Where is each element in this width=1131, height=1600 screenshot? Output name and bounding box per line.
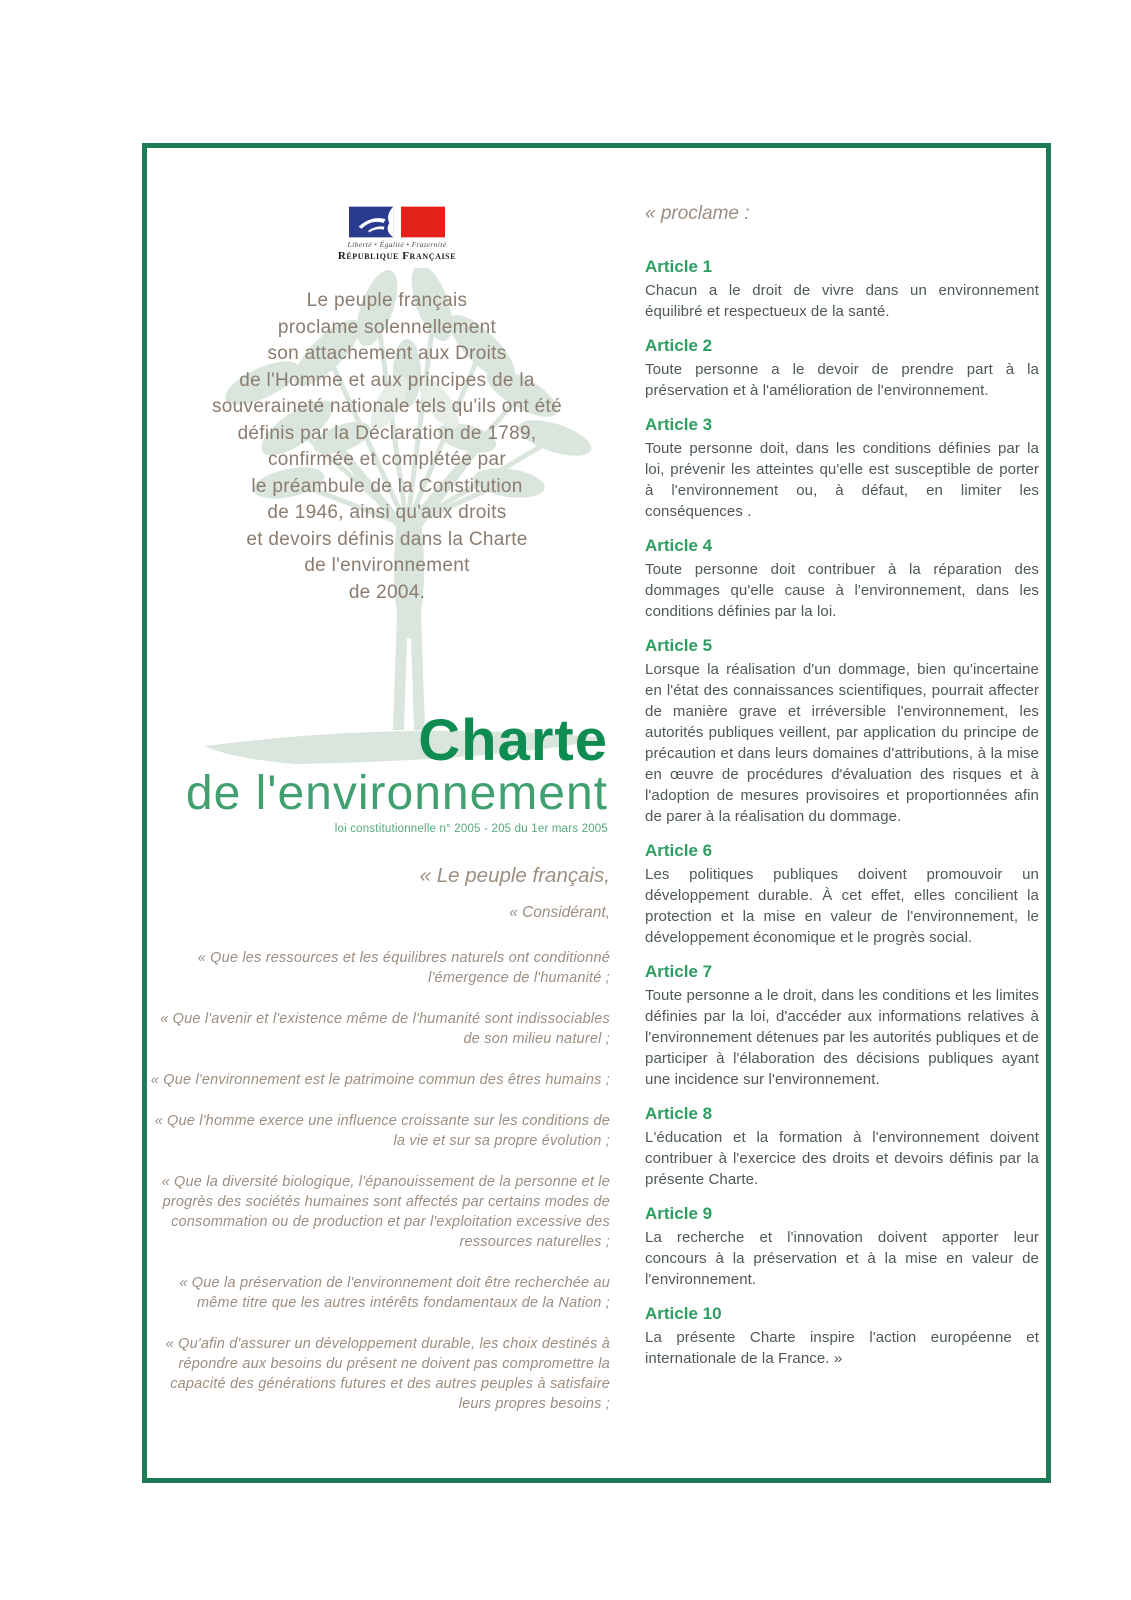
article-3 [645, 415, 1039, 522]
article-2 [645, 336, 1039, 401]
green-border-frame [142, 143, 1051, 1483]
article-heading: Article 10 [645, 1304, 722, 1323]
considerant-quote: « Que l'environnement est le patrimoine commun des êtres humains ; [150, 1072, 610, 1088]
article-body: La recherche et l'innovation doivent apporter leur concours à la préservation et à la mise en valeur de l'environnement. [645, 1229, 1039, 1288]
article-8 [645, 1104, 1039, 1190]
article-heading: Article 1 [645, 257, 713, 276]
article-body: La présente Charte inspire l'action européenne et internationale de la France. » [645, 1329, 1039, 1367]
preamble-text [161, 288, 613, 606]
preamble-line: de l'Homme et aux principes de la [239, 369, 535, 391]
preamble-line: Le peuple français [306, 290, 468, 311]
article-6 [645, 841, 1039, 948]
considerant-quote: « Que l'avenir et l'existence même de l'humanité sont indissociables de son milieu naturel ; [160, 1011, 610, 1047]
quote-considering: « Considérant, [509, 904, 610, 921]
article-body: Lorsque la réalisation d'un dommage, bien qu'incertaine en l'état des connaissances scientifiques, pourrait affecter de manière grave et irréversible l'environnement, les autorités publiques veillent, par application du principe de précaution et dans leurs domaines d'attributions, à la mise en œuvre de procédures d'évaluation des risques et à l'adoption de mesures provisoires et proportionnées afin de parer à la réalisation du dommage. [645, 661, 1039, 825]
law-reference: loi constitutionnelle n° 2005 - 205 du 1er mars 2005 [334, 823, 608, 835]
article-heading: Article 2 [645, 336, 713, 355]
considerant-quote: « Que la préservation de l'environnement doit être recherchée au même titre que les autres intérêts fondamentaux de la Nation ; [179, 1275, 610, 1311]
article-heading: Article 5 [645, 636, 713, 655]
article-heading: Article 7 [645, 962, 713, 981]
article-heading: Article 4 [645, 536, 713, 555]
article-5 [645, 636, 1039, 827]
preamble-line: souveraineté nationale tels qu'ils ont été [211, 396, 562, 417]
article-body: Toute personne doit contribuer à la réparation des dommages qu'elle cause à l'environnement, dans les conditions définies par la loi. [645, 561, 1039, 620]
preamble-line: son attachement aux Droits [267, 343, 507, 364]
preamble-line: le préambule de la Constitution [251, 475, 523, 497]
considerant-quote: « Que l'homme exerce une influence croissante sur les conditions de la vie et sur sa propre évolution ; [154, 1113, 610, 1149]
article-7 [645, 962, 1039, 1090]
article-body: Toute personne a le droit, dans les conditions et les limites définies par la loi, d'accéder aux informations relatives à l'environnement détenues par les autorités publiques et de participer à l'élaboration des décisions publiques ayant une incidence sur l'environnement. [645, 987, 1039, 1088]
preamble-line: de 1946, ainsi qu'aux droits [267, 502, 507, 523]
article-body: Chacun a le droit de vivre dans un environnement équilibré et respectueux de la santé. [645, 282, 1039, 320]
considerant-quote: « Que la diversité biologique, l'épanouissement de la personne et le progrès des sociétés humaines sont affectés par certains modes de consommation ou de production et par l'exploitation excessive des ressources naturelles ; [161, 1174, 610, 1250]
articles-column [645, 203, 1039, 1383]
article-heading: Article 3 [645, 415, 713, 434]
preamble-line: de 2004. [348, 581, 426, 603]
logo-motto: Liberté • Égalité • Fraternité [347, 240, 447, 249]
article-4 [645, 536, 1039, 622]
proclame-text: « proclame : [645, 203, 750, 224]
article-1 [645, 257, 1039, 322]
page-title-environnement: de l'environnement [185, 767, 608, 820]
article-body: Toute personne doit, dans les conditions définies par la loi, prévenir les atteintes qu'elle est susceptible de porter à l'environnement ou, à défaut, en limiter les conséquences . [645, 440, 1039, 520]
page-title-charte: Charte [418, 708, 608, 773]
preamble-line: confirmée et complétée par [267, 449, 507, 470]
preamble-line: de l'environnement [304, 555, 470, 576]
article-9 [645, 1204, 1039, 1290]
article-body: Toute personne a le devoir de prendre part à la préservation et à l'amélioration de l'environnement. [645, 361, 1039, 399]
considerants-section [147, 864, 610, 1414]
logo-name: République Française [337, 250, 457, 262]
article-body: Les politiques publiques doivent promouvoir un développement durable. À cet effet, elles concilient la protection et la mise en valeur de l'environnement, le développement économique et le progrès social. [645, 866, 1039, 946]
article-heading: Article 6 [645, 841, 713, 860]
preamble-line: et devoirs définis dans la Charte [246, 528, 528, 550]
article-heading: Article 9 [645, 1204, 713, 1223]
republique-francaise-logo [335, 206, 459, 262]
french-flag-marianne-icon [349, 206, 445, 238]
quote-intro: « Le peuple français, [419, 864, 610, 887]
preamble-line: proclame solennellement [277, 316, 497, 338]
considerant-quote: « Que les ressources et les équilibres naturels ont conditionné l'émergence de l'humanité ; [197, 950, 610, 986]
title-block [147, 708, 608, 835]
article-heading: Article 8 [645, 1104, 713, 1123]
considerant-quote: « Qu'afin d'assurer un développement durable, les choix destinés à répondre aux besoins du présent ne doivent pas compromettre la capacité des générations futures et des autres peuples à satisfaire leurs propres besoins ; [165, 1336, 610, 1412]
preamble-line: définis par la Déclaration de 1789, [237, 422, 537, 444]
article-body: L'éducation et la formation à l'environnement doivent contribuer à l'exercice des droits et devoirs définis par la présente Charte. [645, 1129, 1039, 1188]
article-10 [645, 1304, 1039, 1369]
